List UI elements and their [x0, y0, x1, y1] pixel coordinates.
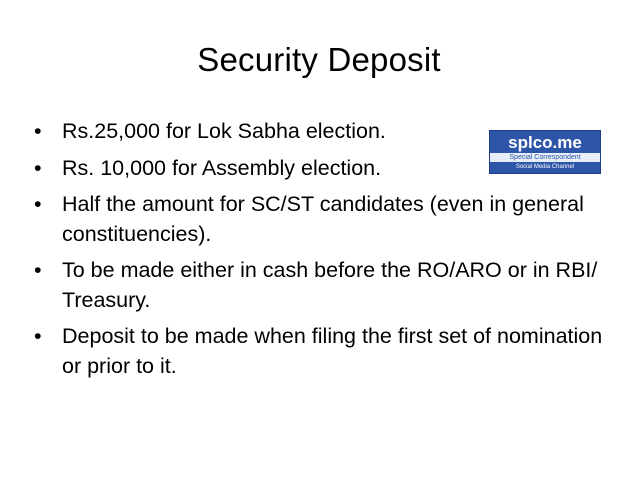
bullet-item	[34, 117, 482, 147]
bullet-marker: •	[34, 119, 42, 143]
bullet-text: Half the amount for SC/ST candidates (even in general constituencies).	[62, 192, 584, 246]
bullet-marker: •	[34, 258, 42, 282]
logo-name: splco.me	[508, 133, 582, 152]
bullet-marker: •	[34, 155, 42, 180]
slide-title: Security Deposit	[197, 41, 441, 78]
bullet-marker: •	[34, 192, 42, 216]
logo-tagline: Social Media Channel	[515, 164, 575, 170]
bullet-item	[34, 190, 614, 249]
bullet-marker: •	[34, 324, 42, 348]
bullet-text: Rs. 10,000 for Assembly election.	[62, 155, 382, 180]
logo-subtitle: Special Correspondent	[509, 154, 581, 161]
bullet-item	[34, 256, 614, 315]
bullet-text: To be made either in cash before the RO/ARO or in RBI/ Treasury.	[62, 258, 598, 312]
bullet-list	[34, 117, 614, 388]
bullet-item	[34, 322, 614, 381]
bullet-item	[34, 154, 482, 184]
bullet-text: Deposit to be made when filing the first set of nomination or prior to it.	[62, 324, 603, 378]
bullet-text: Rs.25,000 for Lok Sabha election.	[62, 119, 386, 143]
